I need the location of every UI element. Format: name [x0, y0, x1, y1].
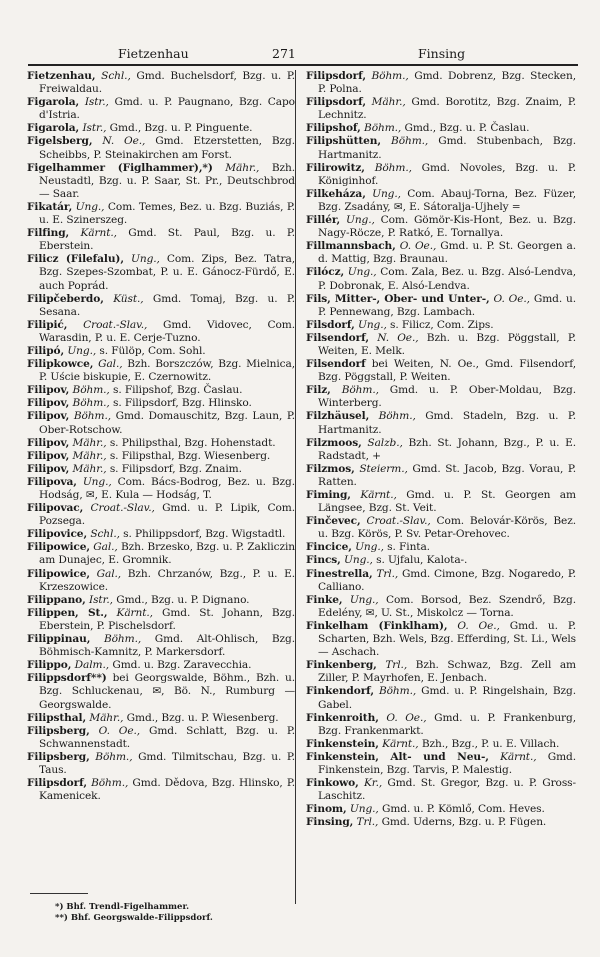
gazetteer-entry: [306, 777, 576, 803]
entry-details: Com. Abauj-Torna, Bez. Füzer, Bzg. Zsadány, ✉, E. Sátoralja-Ujhely =: [318, 187, 576, 213]
entry-details: Gmd. u. P. Lipik, Com. Pozsega.: [39, 502, 295, 528]
gazetteer-entry: [27, 450, 295, 463]
entry-details: Gmd. u. P. Kömlő, Com. Heves.: [381, 803, 545, 816]
entry-details: Gmd. u. P. Scharten, Bzh. Wels, Bzg. Efferding, St. Li., Wels — Aschach.: [318, 619, 576, 659]
header-first-entry: Fietzenhau: [118, 46, 189, 61]
entry-name: Fillmannsbach,: [306, 240, 396, 253]
entry-details: Gmd. u. P. Ringelshain, Bzg. Gabel.: [318, 685, 576, 711]
entry-name: Filippano,: [27, 593, 86, 606]
entry-details: Com. Gömör-Kis-Hont, Bez. u. Bzg. Nagy-Röcze, P. Ratkó, E. Tornallya.: [318, 214, 576, 240]
gazetteer-entry: [27, 594, 295, 607]
gazetteer-entry: [27, 293, 295, 319]
entry-region: Böhm.,: [73, 410, 112, 423]
entry-details: Bzh. Borszczów, Bzg. Mielnica, P. Uście biskupie, E. Czernowitz.: [39, 358, 295, 384]
entry-details: Gmd. Tomaj, Bzg. u. P. Sesana.: [39, 292, 295, 318]
entry-name: Filipó,: [27, 344, 65, 357]
entry-details: Bzh. Neustadtl, Bzg. u. P. Saar, St. Pr., Deutschbrod — Saar.: [39, 161, 295, 200]
entry-details: Bzh. St. Johann, Bzg., P. u. E. Radstadt, +: [318, 436, 576, 462]
entry-name: Fikatár,: [27, 200, 73, 213]
entry-details: s. Filipsdorf, Bzg. Znaim.: [109, 462, 242, 475]
entry-region: Steierm.,: [359, 462, 408, 475]
entry-name: Figarola,: [27, 96, 80, 109]
entry-name: Filipsthal,: [27, 711, 87, 724]
entry-details: s. Fülöp, Com. Sohl.: [99, 344, 206, 357]
entry-name: Filipov,: [27, 410, 70, 423]
entry-details: Bzh. u. Bzg. Pöggstall, P. Weiten, E. Melk.: [318, 331, 576, 357]
entry-region: Trl.,: [356, 816, 379, 829]
entry-details: s. Philippsdorf, Bzg. Wigstadtl.: [123, 528, 286, 541]
gazetteer-entry: [306, 266, 576, 292]
entry-region: Kärnt.,: [360, 489, 397, 501]
gazetteer-entry: [306, 214, 576, 240]
entry-details: Bzh., Bzg., P. u. E. Villach.: [421, 737, 560, 750]
entry-details: Bzh. Schwaz, Bzg. Zell am Ziller, P. Mayrhofen, E. Jenbach.: [318, 659, 576, 685]
entry-name: Finčevec,: [306, 515, 361, 528]
entry-region: Kärnt.,: [382, 737, 419, 750]
entry-region: Küst.,: [113, 292, 144, 305]
entry-region: Mähr.,: [72, 436, 107, 449]
gazetteer-entry: [306, 541, 576, 554]
gazetteer-entry: [27, 70, 295, 96]
entry-region: Schl.,: [90, 528, 120, 541]
page-header: [0, 42, 600, 62]
gazetteer-entry: [306, 410, 576, 436]
left-column: [27, 70, 295, 803]
entry-name: Filippen, St.,: [27, 606, 108, 619]
entry-region: Istr.,: [84, 96, 109, 109]
gazetteer-entry: [306, 803, 576, 816]
gazetteer-entry: [306, 122, 576, 135]
gazetteer-entry: [27, 384, 295, 397]
entry-region: Böhm.,: [341, 384, 379, 397]
gazetteer-entry: [27, 528, 295, 541]
entry-details: Gmd. u. P. St. Georgen am Längsee, Bzg. St. Veit.: [318, 489, 576, 515]
entry-details: Gmd. u. P. Frankenburg, Bzg. Frankenmarkt.: [318, 711, 576, 737]
entry-details: Gmd., Bzg. u. P. Dignano.: [116, 593, 250, 606]
gazetteer-entry: [27, 659, 295, 672]
entry-details: Gmd. Tilmitschau, Bzg. u. P. Taus.: [39, 750, 295, 776]
entry-details: Gmd. Vidovec, Com. Warasdin, P. u. E. Cerje-Tuzno.: [39, 318, 295, 344]
entry-details: Bzh. Chrzanów, Bzg., P. u. E. Krzeszowice.: [39, 567, 295, 593]
entry-name: Filipshof,: [306, 122, 361, 135]
entry-name: Figarola,: [27, 122, 80, 135]
gazetteer-entry: [27, 253, 295, 292]
entry-details: s. Finta.: [387, 541, 430, 554]
entry-region: Böhm.,: [391, 135, 429, 148]
entry-name: Finkenroith,: [306, 711, 379, 724]
gazetteer-entry: [306, 162, 576, 188]
entry-region: Salzb.,: [367, 436, 403, 449]
entry-region: Gal.,: [98, 358, 123, 371]
gazetteer-entry: [306, 96, 576, 122]
entry-details: s. Filicz, Com. Zips.: [390, 318, 494, 331]
entry-details: Gmd. Finkenstein, Bzg. Tarvis, P. Malestig.: [318, 750, 576, 776]
entry-region: Ung.,: [372, 187, 401, 200]
entry-details: s. Filipsthal, Bzg. Wiesenberg.: [109, 449, 271, 462]
entry-details: Gmd. Buchelsdorf, Bzg. u. P. Freiwaldau.: [39, 70, 295, 96]
gazetteer-entry: [27, 502, 295, 528]
entry-region: Croat.-Slav.,: [366, 515, 431, 528]
gazetteer-entry: [27, 437, 295, 450]
entry-details: Gmd. Dědova, Bzg. Hlinsko, P. Kamenicek.: [39, 777, 295, 803]
entry-details: Gmd. St. Jacob, Bzg. Vorau, P. Ratten.: [318, 462, 576, 488]
entry-details: Gmd., Bzg. u. P. Časlau.: [404, 122, 530, 135]
gazetteer-entry: [306, 659, 576, 685]
entry-region: Ung.,: [345, 214, 375, 227]
entry-name: Filsendorf,: [306, 331, 369, 344]
entry-region: N. Oe.,: [102, 135, 146, 148]
gazetteer-entry: [306, 358, 576, 384]
entry-details: Com. Zala, Bez. u. Bzg. Alsó-Lendva, P. Dobronak, E. Alsó-Lendva.: [318, 266, 576, 292]
entry-name: Finkenberg,: [306, 659, 377, 672]
entry-name: Filócz,: [306, 266, 345, 279]
entry-region: Gal.,: [93, 541, 118, 554]
footnote: *) Bhf. Trendl-Figelhammer.: [55, 902, 190, 912]
gazetteer-entry: [306, 188, 576, 214]
gazetteer-entry: [27, 162, 295, 201]
footnotes: [55, 902, 213, 924]
header-last-entry: Finsing: [418, 46, 466, 61]
entry-details: s. Philipsthal, Bzg. Hohenstadt.: [109, 436, 276, 449]
entry-details: Gmd., Bzg. u. P. Wiesenberg.: [126, 711, 279, 724]
entry-name: Filipkowce,: [27, 358, 94, 371]
entry-region: Mähr.,: [89, 711, 124, 724]
gazetteer-entry: [27, 227, 295, 253]
entry-name: Filkeháza,: [306, 187, 366, 200]
entry-details: Com. Bács-Bodrog, Bez. u. Bzg. Hodság, ✉, E. Kula — Hodság, T.: [39, 475, 295, 501]
right-column: [306, 70, 576, 829]
entry-name: Filippsdorf**): [27, 672, 107, 685]
entry-region: Ung.,: [349, 593, 379, 606]
entry-name: Filzhäusel,: [306, 410, 370, 423]
entry-name: Filzmos,: [306, 462, 355, 475]
entry-details: Gmd., Bzg. u. P. Pinguente.: [109, 122, 253, 135]
entry-details: Com. Temes, Bez. u. Bzg. Buziás, P. u. E. Szinerszeg.: [39, 200, 295, 227]
gazetteer-entry: [27, 96, 295, 122]
entry-region: O. Oe.,: [386, 711, 427, 724]
gazetteer-entry: [306, 463, 576, 489]
entry-region: Trl.,: [376, 567, 399, 580]
gazetteer-entry: [27, 568, 295, 594]
entry-region: Ung.,: [82, 475, 112, 488]
entry-region: Böhm.,: [72, 384, 110, 397]
entry-name: Fils, Mitter-, Ober- und Unter-,: [306, 292, 490, 305]
entry-details: Gmd. St. Johann, Bzg. Eberstein, P. Pischelsdorf.: [39, 606, 295, 632]
entry-name: Filipsberg,: [27, 750, 90, 763]
entry-region: Ung.,: [349, 803, 379, 816]
entry-name: Figelhammer (Figlhammer),*): [27, 161, 213, 174]
entry-name: Filipov,: [27, 397, 70, 410]
entry-name: Filipova,: [27, 475, 77, 488]
entry-details: Gmd. u. Bzg. Zaravecchia.: [112, 659, 252, 672]
entry-region: Ung.,: [75, 200, 105, 213]
entry-name: Finkelham (Finklham),: [306, 619, 448, 632]
entry-region: Kärnt.,: [80, 227, 117, 240]
entry-region: Istr.,: [82, 122, 107, 135]
entry-name: Filz,: [306, 384, 331, 397]
entry-details: bei Weiten, N. Oe., Gmd. Filsendorf, Bzg. Pöggstall, P. Weiten.: [318, 358, 576, 384]
entry-region: Croat.-Slav.,: [83, 318, 148, 331]
entry-name: Filipov,: [27, 462, 70, 475]
entry-details: Gmd. Cimone, Bzg. Nogaredo, P. Calliano.: [318, 567, 576, 593]
entry-name: Filipov,: [27, 384, 70, 397]
entry-region: O. Oe.,: [493, 292, 530, 305]
entry-details: Gmd. u. P. Pennewang, Bzg. Lambach.: [318, 292, 576, 318]
gazetteer-entry: [27, 712, 295, 725]
entry-region: N. Oe.,: [377, 331, 419, 344]
gazetteer-entry: [306, 70, 576, 96]
entry-name: Fillér,: [306, 214, 341, 227]
gazetteer-entry: [306, 620, 576, 659]
entry-name: Filipowice,: [27, 541, 90, 554]
gazetteer-entry: [306, 489, 576, 515]
entry-region: Ung.,: [344, 554, 373, 567]
entry-region: Böhm.,: [91, 777, 129, 790]
gazetteer-entry: [306, 437, 576, 463]
entry-region: Dalm.,: [74, 659, 110, 672]
entry-region: Schl.,: [101, 70, 131, 82]
entry-region: Böhm.,: [103, 633, 142, 646]
entry-region: Böhm.,: [378, 410, 416, 423]
gazetteer-entry: [306, 568, 576, 594]
entry-region: Böhm.,: [364, 122, 402, 135]
entry-details: Com. Borsod, Bez. Szendrő, Bzg. Edelény, ✉, U. St., Miskolcz — Torna.: [318, 593, 576, 619]
gazetteer-entry: [27, 672, 295, 711]
gazetteer-entry: [306, 135, 576, 161]
entry-name: Finkenstein,: [306, 737, 379, 750]
footnote: **) Bhf. Georgswalde-Filippsdorf.: [55, 913, 213, 923]
gazetteer-entry: [27, 319, 295, 345]
entry-region: Ung.,: [355, 541, 384, 554]
entry-region: Ung.,: [357, 318, 387, 331]
entry-region: Ung.,: [347, 266, 377, 279]
entry-name: Filipsdorf,: [27, 777, 87, 790]
entry-name: Filipshütten,: [306, 135, 381, 148]
gazetteer-entry: [27, 201, 295, 227]
entry-name: Fietzenhau,: [27, 70, 96, 82]
entry-name: Fincice,: [306, 541, 352, 554]
gazetteer-entry: [306, 240, 576, 266]
entry-details: Gmd. Uderns, Bzg. u. P. Fügen.: [381, 816, 547, 829]
entry-details: Gmd. St. Gregor, Bzg. u. P. Gross-Laschitz.: [318, 777, 576, 803]
entry-region: Kärnt.,: [500, 750, 537, 763]
entry-region: Mähr.,: [225, 161, 260, 174]
entry-region: Istr.,: [89, 593, 113, 606]
entry-region: Ung.,: [67, 344, 97, 357]
gazetteer-entry: [27, 358, 295, 384]
entry-region: Mähr.,: [72, 449, 107, 462]
entry-region: Kärnt.,: [116, 606, 153, 619]
entry-name: Finom,: [306, 803, 347, 816]
gazetteer-entry: [27, 541, 295, 567]
gazetteer-entry: [306, 384, 576, 410]
gazetteer-entry: [27, 777, 295, 803]
gazetteer-entry: [27, 476, 295, 502]
footnote-rule: [30, 893, 88, 894]
entry-details: Gmd. Schlatt, Bzg. u. P. Schwannenstadt.: [39, 724, 295, 750]
entry-region: O. Oe.,: [98, 724, 141, 737]
gazetteer-entry: [306, 332, 576, 358]
gazetteer-entry: [27, 135, 295, 161]
entry-region: Böhm.,: [371, 70, 409, 82]
gazetteer-entry: [306, 685, 576, 711]
entry-details: Gmd. Etzerstetten, Bzg. Scheibbs, P. Steinakirchen am Forst.: [39, 135, 295, 161]
entry-name: Finke,: [306, 593, 343, 606]
entry-details: Gmd. u. P. Paugnano, Bzg. Capo d'Istria.: [39, 96, 295, 122]
gazetteer-entry: [27, 463, 295, 476]
gazetteer-entry: [27, 397, 295, 410]
entry-details: Gmd. Domauschitz, Bzg. Laun, P. Ober-Rotschow.: [39, 410, 295, 436]
gazetteer-entry: [27, 607, 295, 633]
entry-name: Filzmoos,: [306, 436, 362, 449]
entry-name: Finkendorf,: [306, 685, 374, 698]
entry-name: Finkenstein, Alt- und Neu-,: [306, 750, 489, 763]
entry-region: Mähr.,: [72, 462, 107, 475]
entry-region: Gal.,: [96, 567, 122, 580]
entry-name: Filipov,: [27, 449, 70, 462]
entry-region: Kr.,: [363, 777, 383, 790]
entry-name: Figelsberg,: [27, 135, 93, 148]
entry-details: Gmd. Stadeln, Bzg. u. P. Hartmanitz.: [318, 410, 576, 436]
entry-region: Trl.,: [385, 659, 408, 672]
gazetteer-entry: [306, 554, 576, 567]
gazetteer-entry: [306, 751, 576, 777]
gazetteer-entry: [27, 122, 295, 135]
entry-region: Böhm.,: [378, 685, 417, 698]
entry-name: Filipovac,: [27, 502, 84, 515]
entry-region: Ung.,: [131, 253, 160, 266]
entry-region: Mähr.,: [371, 96, 406, 109]
entry-name: Finestrella,: [306, 567, 373, 580]
entry-name: Filirowitz,: [306, 161, 365, 174]
entry-name: Filipsberg,: [27, 724, 90, 737]
entry-region: Böhm.,: [95, 750, 133, 763]
gazetteer-entry: [306, 738, 576, 751]
entry-name: Filipsdorf,: [306, 70, 366, 82]
gazetteer-entry: [27, 633, 295, 659]
entry-name: Filippinau,: [27, 633, 91, 646]
entry-name: Filsendorf: [306, 358, 366, 371]
gazetteer-entry: [306, 319, 576, 332]
entry-name: Filipowice,: [27, 567, 90, 580]
gazetteer-entry: [27, 725, 295, 751]
entry-region: Böhm.,: [72, 397, 110, 410]
gazetteer-entry: [306, 816, 576, 829]
entry-name: Filipčeberdo,: [27, 292, 104, 305]
entry-name: Filipsdorf,: [306, 96, 366, 109]
entry-details: Com. Zips, Bez. Tatra, Bzg. Szepes-Szombat, P. u. E. Gánocz-Fürdő, E. auch Poprád.: [39, 253, 295, 292]
entry-details: Com. Belovár-Körös, Bez. u. Bzg. Körös, P. Sv. Petar-Orehovec.: [318, 515, 576, 541]
entry-region: Croat.-Slav.,: [90, 502, 155, 515]
entry-details: Bzh. Brzesko, Bzg. u. P. Zakliczin am Dunajec, E. Gromnik.: [39, 541, 295, 567]
entry-region: O. Oe.,: [457, 619, 500, 632]
entry-details: s. Ujfalu, Kalota-.: [376, 554, 468, 567]
gazetteer-entry: [306, 293, 576, 319]
entry-name: Filfing,: [27, 227, 70, 240]
entry-details: s. Filipshof, Bzg. Časlau.: [112, 384, 243, 397]
entry-details: Gmd. u. P. Ober-Moldau, Bzg. Winterberg.: [318, 384, 576, 410]
gazetteer-entry: [306, 515, 576, 541]
entry-details: Gmd. Dobrenz, Bzg. Stecken, P. Polna.: [318, 70, 576, 96]
entry-name: Filipić,: [27, 318, 68, 331]
gazetteer-entry: [27, 410, 295, 436]
entry-name: Finsing,: [306, 816, 354, 829]
gazetteer-entry: [27, 751, 295, 777]
entry-details: bei Georgswalde, Böhm., Bzh. u. Bzg. Schluckenau, ✉, Bö. N., Rumburg — Georgswalde.: [39, 672, 295, 711]
gazetteer-entry: [306, 594, 576, 620]
entry-name: Filipov,: [27, 436, 70, 449]
gazetteer-entry: [306, 712, 576, 738]
entry-name: Finkowo,: [306, 777, 359, 790]
entry-name: Fincs,: [306, 554, 341, 567]
page-number: 271: [272, 46, 296, 61]
entry-name: Filippo,: [27, 659, 72, 672]
entry-details: Gmd. St. Paul, Bzg. u. P. Eberstein.: [39, 227, 295, 253]
entry-name: Filicz (Filefalu),: [27, 253, 124, 266]
entry-details: Gmd. Alt-Ohlisch, Bzg. Böhmisch-Kamnitz, P. Markersdorf.: [39, 633, 295, 659]
entry-name: Filipovice,: [27, 528, 88, 541]
entry-region: O. Oe.,: [399, 240, 437, 253]
entry-name: Filsdorf,: [306, 318, 355, 331]
entry-details: Gmd. Stubenbach, Bzg. Hartmanitz.: [318, 135, 576, 161]
entry-details: Gmd. u. P. St. Georgen a. d. Mattig, Bzg. Braunau.: [318, 240, 576, 266]
entry-region: Böhm.,: [374, 161, 412, 174]
entry-details: Gmd. Borotitz, Bzg. Znaim, P. Lechnitz.: [318, 96, 576, 122]
entry-details: s. Filipsdorf, Bzg. Hlinsko.: [112, 397, 252, 410]
entry-details: Gmd. Novoles, Bzg. u. P. Königinhof.: [318, 161, 576, 187]
column-divider: [295, 70, 296, 904]
gazetteer-entry: [27, 345, 295, 358]
entry-name: Fiming,: [306, 489, 351, 501]
header-rule: [28, 64, 578, 66]
